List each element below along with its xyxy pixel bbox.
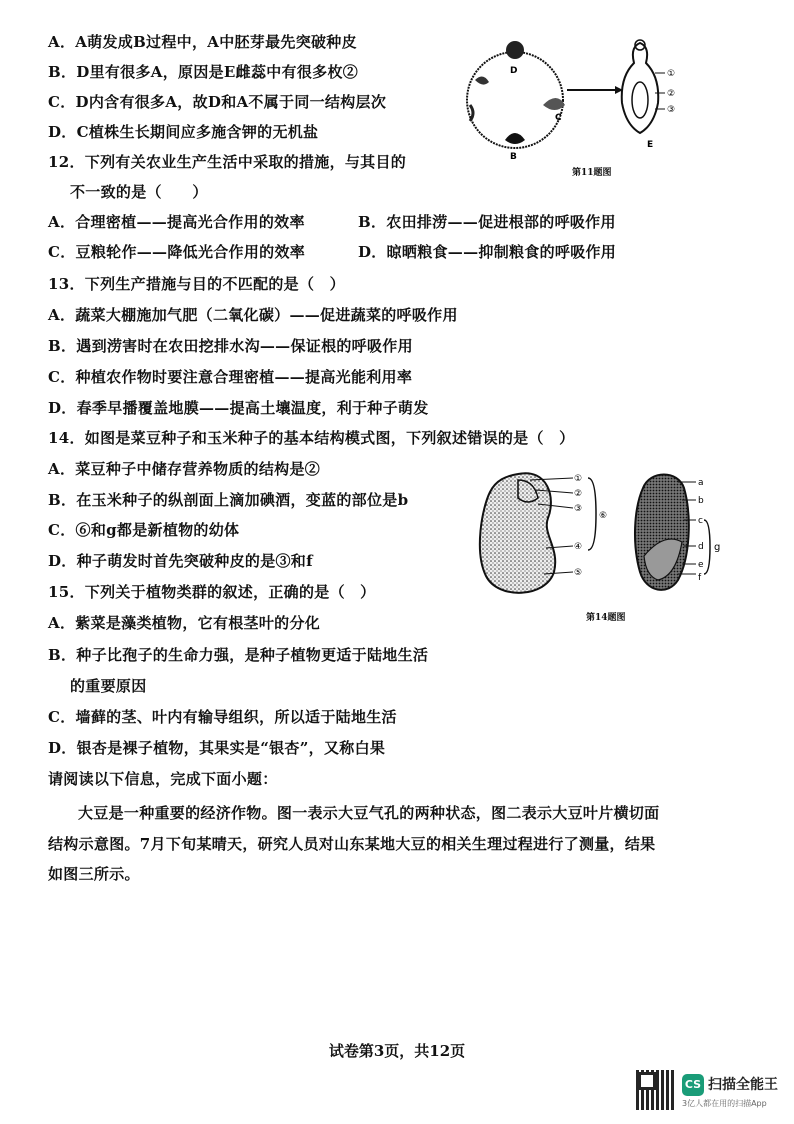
corn-label-f: f [698, 573, 702, 583]
cycle-label-d: D [510, 66, 518, 76]
flower-label-1: ① [667, 69, 676, 79]
q13-option-d: D．春季早播覆盖地膜——提高土壤温度，利于种子萌发 [48, 399, 429, 417]
corn-label-e: e [698, 560, 704, 570]
q13-option-a: A．蔬菜大棚施加气肥（二氧化碳）——促进蔬菜的呼吸作用 [48, 306, 458, 324]
plant-life-cycle-diagram [455, 35, 695, 165]
q12-stem-line1: 12．下列有关农业生产生活中采取的措施，与其目的 [48, 153, 407, 171]
q14-option-d: D．种子萌发时首先突破种皮的是③和f [48, 552, 313, 570]
page-footer: 试卷第3页，共12页 [328, 1042, 466, 1060]
q13-option-b: B．遇到涝害时在农田挖排水沟——保证根的呼吸作用 [48, 337, 413, 355]
bean-label-6: ⑥ [599, 511, 608, 521]
q11-figure [455, 35, 695, 165]
flower-label-e: E [647, 140, 654, 150]
bean-label-3: ③ [574, 504, 583, 514]
cycle-label-c: C [555, 113, 562, 123]
bean-label-2: ② [574, 489, 583, 499]
camscanner-logo-icon: CS [682, 1074, 704, 1096]
corn-label-b: b [698, 496, 704, 506]
q11-option-a: A．A萌发成B过程中，A中胚芽最先突破种皮 [48, 33, 357, 51]
q14-figure [478, 468, 728, 603]
q12-option-d: D．晾晒粮食——抑制粮食的呼吸作用 [358, 243, 617, 261]
bean-label-5: ⑤ [574, 568, 583, 578]
q11-option-b: B．D里有很多A，原因是E雌蕊中有很多枚② [48, 63, 359, 81]
q11-figure-caption: 第11题图 [572, 168, 612, 178]
q11-option-d: D．C植株生长期间应多施含钾的无机盐 [48, 123, 319, 141]
q14-option-c: C．⑥和g都是新植物的幼体 [48, 521, 240, 539]
corn-label-a: a [698, 478, 704, 488]
reading-paragraph-line3: 如图三所示。 [48, 865, 140, 883]
flower-label-3: ③ [667, 105, 676, 115]
flower-label-2: ② [667, 89, 676, 99]
q15-option-b-line1: B．种子比孢子的生命力强，是种子植物更适于陆地生活 [48, 646, 429, 664]
q15-option-d: D．银杏是裸子植物，其果实是“银杏”，又称白果 [48, 739, 386, 757]
watermark-tagline: 3亿人都在用的扫描App [682, 1099, 767, 1108]
q15-option-b-line2: 的重要原因 [70, 677, 147, 695]
q12-options-row1 [48, 212, 616, 232]
q12-option-a: A．合理密植——提高光合作用的效率 [48, 213, 305, 231]
q12-stem-line2: 不一致的是（ ） [70, 183, 208, 201]
q14-option-a: A．菜豆种子中储存营养物质的结构是② [48, 460, 321, 478]
q12-option-c: C．豆粮轮作——降低光合作用的效率 [48, 243, 306, 261]
q14-figure-caption: 第14题图 [586, 613, 626, 623]
q15-option-c: C．墙藓的茎、叶内有输导组织，所以适于陆地生活 [48, 708, 397, 726]
corn-label-d: d [698, 542, 704, 552]
q15-stem: 15．下列关于植物类群的叙述，正确的是（ ） [48, 583, 376, 601]
bean-label-4: ④ [574, 542, 583, 552]
corn-label-c: c [698, 516, 703, 526]
q15-option-a: A．紫菜是藻类植物，它有根茎叶的分化 [48, 614, 321, 632]
scanner-watermark [636, 1070, 786, 1114]
q12-options-row2 [48, 242, 616, 262]
reading-paragraph-line1: 大豆是一种重要的经济作物。图一表示大豆气孔的两种状态，图二表示大豆叶片横切面 [78, 804, 660, 822]
q11-option-c: C．D内含有很多A，故D和A不属于同一结构层次 [48, 93, 387, 111]
reading-paragraph-line2: 结构示意图。7月下旬某晴天，研究人员对山东某地大豆的相关生理过程进行了测量，结果 [48, 835, 656, 853]
q13-option-c: C．种植农作物时要注意合理密植——提高光能利用率 [48, 368, 413, 386]
watermark-app-name: 扫描全能王 [708, 1077, 778, 1093]
q12-option-b: B．农田排涝——促进根部的呼吸作用 [358, 213, 616, 231]
seed-structure-diagram [478, 468, 728, 603]
bean-label-1: ① [574, 474, 583, 484]
corn-label-g: g [714, 542, 721, 553]
reading-intro: 请阅读以下信息，完成下面小题： [48, 770, 278, 788]
q14-option-b: B．在玉米种子的纵剖面上滴加碘酒，变蓝的部位是b [48, 491, 409, 509]
cycle-label-b: B [510, 152, 517, 162]
q13-stem: 13．下列生产措施与目的不匹配的是（ ） [48, 275, 345, 293]
qr-code-icon [636, 1070, 676, 1110]
q14-stem: 14．如图是菜豆种子和玉米种子的基本结构模式图，下列叙述错误的是（ ） [48, 429, 575, 447]
